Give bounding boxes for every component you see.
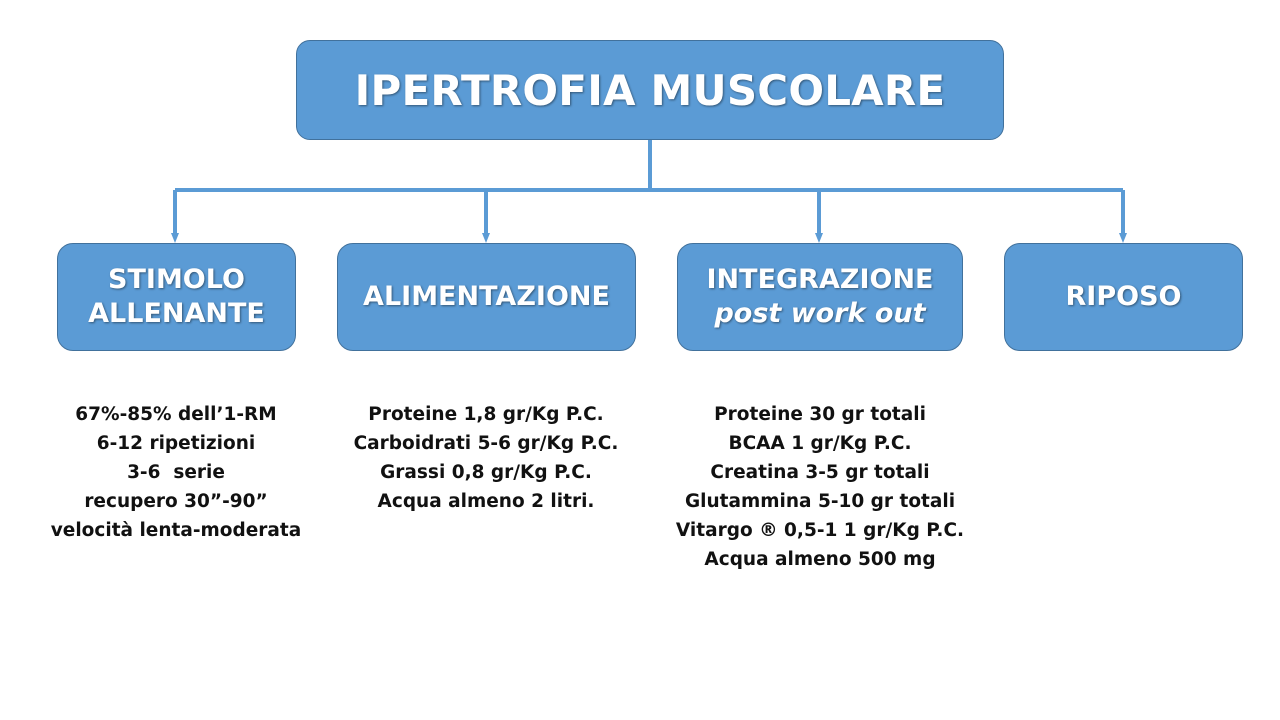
detail-item: recupero 30”-90” bbox=[84, 491, 268, 512]
detail-item: Proteine 30 gr totali bbox=[714, 404, 926, 425]
detail-item: Glutammina 5-10 gr totali bbox=[684, 491, 956, 512]
box-stimolo-line-1: STIMOLO bbox=[108, 264, 245, 295]
box-alimentazione bbox=[337, 243, 636, 351]
detail-item: Vitargo ® 0,5-1 1 gr/Kg P.C. bbox=[675, 520, 965, 541]
details-alimentazione bbox=[336, 400, 636, 516]
box-stimolo-allenante bbox=[57, 243, 296, 351]
detail-item: 67%-85% dell’1-RM bbox=[75, 404, 277, 425]
detail-item: Grassi 0,8 gr/Kg P.C. bbox=[380, 462, 592, 483]
root-label: IPERTROFIA MUSCOLARE bbox=[354, 65, 946, 115]
detail-item: 3-6 serie bbox=[127, 462, 225, 483]
detail-item: Creatina 3-5 gr totali bbox=[710, 462, 930, 483]
root-box bbox=[296, 40, 1004, 140]
box-integrazione-line-2: post work out bbox=[714, 298, 926, 329]
box-integrazione-line-1: INTEGRAZIONE bbox=[706, 264, 934, 295]
detail-item: Acqua almeno 500 mg bbox=[704, 549, 936, 570]
detail-item: Acqua almeno 2 litri. bbox=[377, 491, 595, 512]
detail-item: 6-12 ripetizioni bbox=[96, 433, 256, 454]
details-integrazione bbox=[670, 400, 970, 574]
box-riposo bbox=[1004, 243, 1243, 351]
details-stimolo-allenante bbox=[36, 400, 316, 545]
detail-item: BCAA 1 gr/Kg P.C. bbox=[728, 433, 912, 454]
box-integrazione bbox=[677, 243, 963, 351]
box-riposo-line-1: RIPOSO bbox=[1065, 281, 1182, 312]
box-stimolo-line-2: ALLENANTE bbox=[88, 298, 265, 329]
box-alimentazione-line-1: ALIMENTAZIONE bbox=[363, 281, 610, 312]
detail-item: Proteine 1,8 gr/Kg P.C. bbox=[368, 404, 604, 425]
detail-item: Carboidrati 5-6 gr/Kg P.C. bbox=[353, 433, 619, 454]
detail-item: velocità lenta-moderata bbox=[50, 520, 302, 541]
